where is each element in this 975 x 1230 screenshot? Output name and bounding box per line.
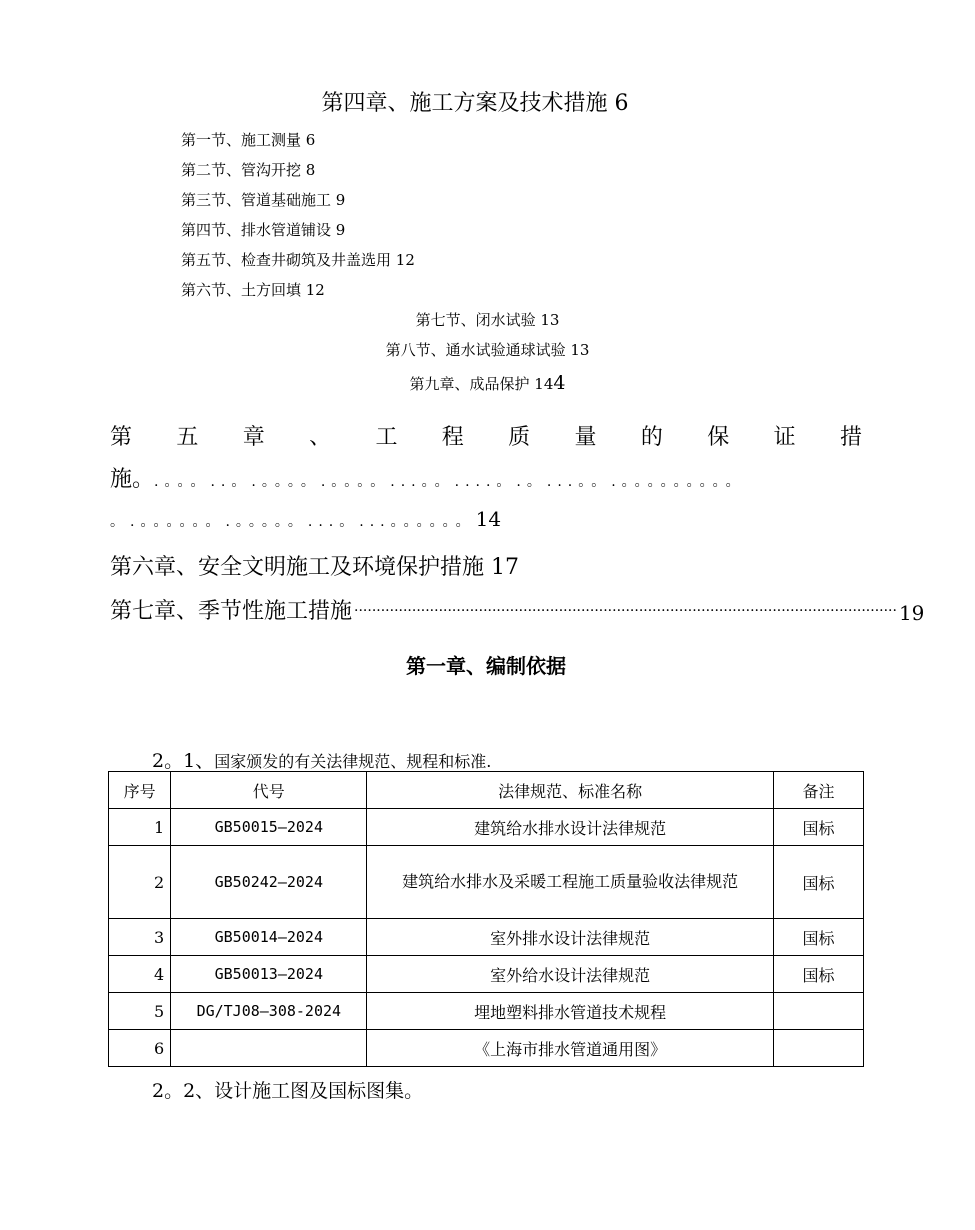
toc-chapter-5-line2 <box>110 462 746 493</box>
chapter-5-leader-dots-2: 。.。。。。。。.。。。。。...。...。。。。。。 <box>110 514 476 530</box>
row-note: 国标 <box>773 846 863 919</box>
row-code: GB50013—2024 <box>171 956 367 993</box>
header-no: 序号 <box>109 772 171 809</box>
row-name: 建筑给水排水设计法律规范 <box>367 809 773 846</box>
toc-chapter-7-page: 19 <box>898 601 925 625</box>
row-note: 国标 <box>773 809 863 846</box>
chapter-5-char: 保 <box>707 425 730 450</box>
row-name: 室外给水设计法律规范 <box>367 956 773 993</box>
toc-section-6: 第六节、土方回填 12 <box>181 281 325 299</box>
toc-chapter-9-tail: 4 <box>553 372 566 394</box>
chapter-5-char: 工 <box>375 425 398 450</box>
chapter-5-leader-dots: .。。。..。.。。。。.。。。。...。。....。.。...。。.。。。。。。。。。 <box>154 474 746 490</box>
row-code <box>171 1030 367 1067</box>
header-name: 法律规范、标准名称 <box>367 772 773 809</box>
chapter-5-char: 程 <box>441 425 464 450</box>
paragraph-2-1-prefix: 2。1、 <box>152 750 215 772</box>
paragraph-2-1 <box>152 746 491 773</box>
row-code: DG/TJ08—308-2024 <box>171 993 367 1030</box>
row-name: 埋地塑料排水管道技术规程 <box>367 993 773 1030</box>
toc-section-3: 第三节、管道基础施工 9 <box>181 191 346 209</box>
row-note: 国标 <box>773 956 863 993</box>
table-header-row <box>109 772 864 809</box>
table-row <box>109 993 864 1030</box>
toc-section-8: 第八节、通水试验通球试验 13 <box>385 341 590 359</box>
row-name: 建筑给水排水及采暖工程施工质量验收法律规范 <box>367 846 773 919</box>
toc-section-7: 第七节、闭水试验 13 <box>415 311 560 329</box>
table-row <box>109 846 864 919</box>
chapter-5-char: 的 <box>640 425 663 450</box>
row-code: GB50015—2024 <box>171 809 367 846</box>
toc-section-4: 第四节、排水管道铺设 9 <box>181 221 346 239</box>
toc-chapter-5-line3 <box>110 507 501 532</box>
row-no: 6 <box>109 1030 171 1067</box>
toc-chapter-9-text: 第九章、成品保护 14 <box>409 375 554 393</box>
chapter-5-char: 证 <box>773 425 796 450</box>
chapter-5-char: 五 <box>176 425 199 450</box>
table-row <box>109 809 864 846</box>
chapter-5-line2-start: 施。 <box>110 467 155 492</box>
toc-chapter-7-title: 第七章、季节性施工措施 <box>110 599 353 624</box>
paragraph-2-1-text: 国家颁发的有关法律规范、规程和标准. <box>214 752 492 771</box>
chapter-5-page: 14 <box>475 507 502 531</box>
toc-section-5: 第五节、检查井砌筑及井盖选用 12 <box>181 251 415 269</box>
row-code: GB50014—2024 <box>171 919 367 956</box>
chapter-5-char: 、 <box>309 425 332 450</box>
row-no: 1 <box>109 809 171 846</box>
chapter-5-char: 第 <box>110 425 133 450</box>
chapter-1-title: 第一章、编制依据 <box>406 654 566 678</box>
chapter-5-char: 质 <box>508 425 531 450</box>
toc-chapter-5-line1 <box>110 420 862 451</box>
row-no: 4 <box>109 956 171 993</box>
toc-chapter-6: 第六章、安全文明施工及环境保护措施 17 <box>110 555 519 580</box>
chapter-5-char: 量 <box>574 425 597 450</box>
table-row <box>109 956 864 993</box>
table-row <box>109 1030 864 1067</box>
toc-chapter-4: 第四章、施工方案及技术措施 6 <box>321 91 629 116</box>
toc-section-2: 第二节、管沟开挖 8 <box>181 161 316 179</box>
row-note: 国标 <box>773 919 863 956</box>
row-note <box>773 993 863 1030</box>
row-no: 2 <box>109 846 171 919</box>
row-no: 5 <box>109 993 171 1030</box>
row-note <box>773 1030 863 1067</box>
toc-chapter-7 <box>110 594 925 625</box>
standards-table <box>108 771 864 1067</box>
chapter-5-char: 章 <box>242 425 265 450</box>
table-row <box>109 919 864 956</box>
row-no: 3 <box>109 919 171 956</box>
row-code: GB50242—2024 <box>171 846 367 919</box>
toc-chapter-7-leader: ·························································································································· <box>354 603 897 619</box>
toc-chapter-9 <box>0 372 975 394</box>
header-note: 备注 <box>773 772 863 809</box>
chapter-5-char: 措 <box>839 425 862 450</box>
row-name: 室外排水设计法律规范 <box>367 919 773 956</box>
header-code: 代号 <box>171 772 367 809</box>
row-name: 《上海市排水管道通用图》 <box>367 1030 773 1067</box>
paragraph-2-2: 2。2、设计施工图及国标图集。 <box>152 1080 424 1102</box>
toc-section-1: 第一节、施工测量 6 <box>181 131 316 149</box>
